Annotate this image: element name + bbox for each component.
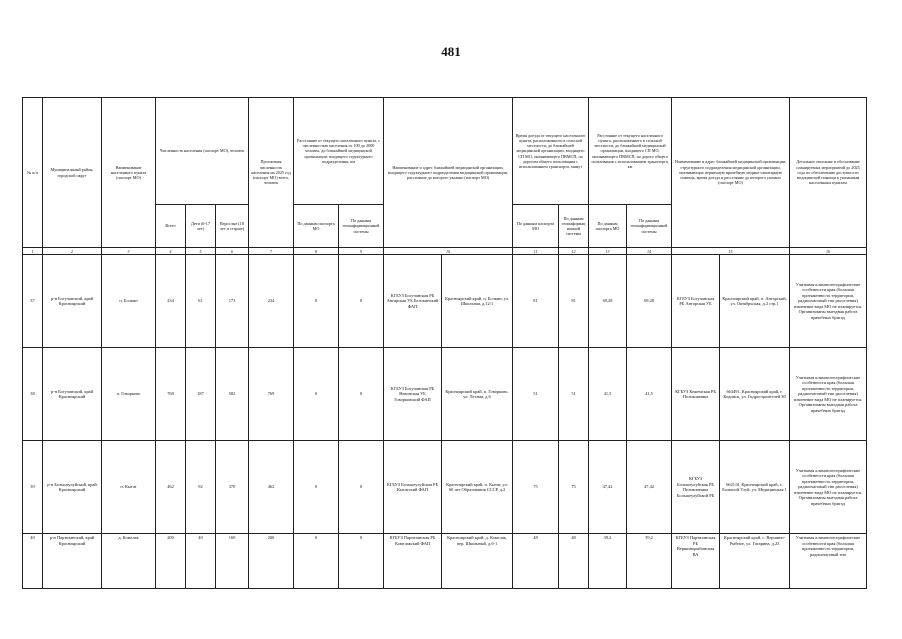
row-mo-name: КГБУЗ Большеулуйская РБ Кытатский ФАП: [384, 441, 442, 534]
row-distance-passport: 0: [294, 255, 339, 348]
page-number: 481: [441, 44, 461, 59]
subheader-distance-gis: По данным геоинформационной системы: [339, 205, 384, 248]
row-adults: 160: [216, 534, 249, 589]
row-pvmsp-address: 662110, Красноярский край, с. Большой Улуй, ул. Медицинская 1: [720, 441, 790, 534]
row-adults: 582: [216, 348, 249, 441]
row-time-gis: 75: [559, 441, 589, 534]
document-table: [22, 97, 867, 589]
header-locality: Наименование населенного пункта (паспорт МО): [102, 98, 156, 248]
table-row: [23, 534, 867, 589]
column-number: 11: [513, 248, 559, 255]
row-pvmsp-address: Красноярский край, п. Ангарский, ул. Октябрьская, д.2 стр.1: [720, 255, 790, 348]
row-description: Учитывая климатогеографические особенности края (большая протяженность территории, радиоочаговый тип расселения) изменение вида МО не планируется. Организованы выездная работа врачебных бригад: [790, 348, 867, 441]
row-district: р-н Богучанский, край Красноярский: [43, 255, 102, 348]
row-children: 61: [186, 255, 216, 348]
row-number: 37: [23, 255, 43, 348]
subheader-road-gis: По данным геоинформационной системы: [627, 205, 672, 248]
row-mo-name: КГБУЗ Партизанская РБ Комелакский ФАП: [384, 534, 442, 589]
row-forecast: 234: [249, 255, 294, 348]
column-number: 10: [384, 248, 513, 255]
column-number: 14: [627, 248, 672, 255]
column-number: 7: [249, 248, 294, 255]
row-locality: п. Болкин: [102, 255, 156, 348]
subheader-time-gis: По данным геоинформационной системы: [559, 205, 589, 248]
row-forecast: 462: [249, 441, 294, 534]
row-distance-gis: 0: [339, 348, 384, 441]
row-road-passport: 69,28: [589, 255, 627, 348]
row-distance-passport: 0: [294, 534, 339, 589]
row-time-gis: 81: [559, 255, 589, 348]
subheader-children: Дети (0-17 лет): [186, 205, 216, 248]
row-time-passport: 51: [513, 348, 559, 441]
row-description: Учитывая климатогеографические особенности края (большая протяженность территории, радиоочаговый тип расселения) изменение вида МО не планируется. Организованы выездная работа врачебных бригад: [790, 255, 867, 348]
subheader-road-passport: По данным паспорта МО: [589, 205, 627, 248]
row-road-gis: 39,2: [627, 534, 672, 589]
row-total: 462: [156, 441, 186, 534]
row-total: 200: [156, 534, 186, 589]
subheader-adults: Взрослые (18 лет и старше): [216, 205, 249, 248]
column-number: 9: [339, 248, 384, 255]
subheader-total: Всего: [156, 205, 186, 248]
row-pvmsp-name: КГБУЗ Большеулуйская РБ Поликлиника Большеулуйской РБ: [672, 441, 720, 534]
row-children: 40: [186, 534, 216, 589]
table-row: [23, 348, 867, 441]
row-pvmsp-name: КГБУЗ Кежемская РБ Поликлиника: [672, 348, 720, 441]
column-number: 4: [156, 248, 186, 255]
row-road-passport: 39,2: [589, 534, 627, 589]
header-population: Численность населения (паспорт МО), человек: [156, 98, 249, 205]
row-district: р-н Богучанский, край Красноярский: [43, 348, 102, 441]
row-mo-address: Красноярский край, п. Говорково, ул. Лесная, д.6: [442, 348, 513, 441]
row-description: Учитывая климатогеографические особенности края (большая протяженность территории, радиоочаговый тип: [790, 534, 867, 589]
row-time-passport: 48: [513, 534, 559, 589]
row-road-passport: 41,5: [589, 348, 627, 441]
column-number: 2: [43, 248, 102, 255]
row-distance-passport: 0: [294, 441, 339, 534]
row-time-gis: 48: [559, 534, 589, 589]
header-nearest-mo: Наименование и адрес ближайшей медицинской организации, входящего структурного подразделения медицинской организации, расстояние до которого указано (паспорт МО): [384, 98, 513, 248]
column-number: 6: [216, 248, 249, 255]
subheader-distance-passport: По данным паспорта МО: [294, 205, 339, 248]
column-number: 3: [102, 248, 156, 255]
header-district: Муниципальный район, городской округ: [43, 98, 102, 248]
header-row: [23, 98, 867, 205]
row-forecast: 200: [249, 534, 294, 589]
row-adults: 370: [216, 441, 249, 534]
row-pvmsp-name: КГБУЗ Богучанская РБ Ангарская УБ: [672, 255, 720, 348]
row-district: р-н Партизанский, край Красноярский: [43, 534, 102, 589]
column-number: 8: [294, 248, 339, 255]
row-mo-address: Красноярский край, п. Кытат, ул. 60 лет Образования СССР, д.2: [442, 441, 513, 534]
header-forecast: Прогнозная численность населения на 2025 год (паспорт МО) всего, человек: [249, 98, 294, 248]
row-number: 40: [23, 534, 43, 589]
row-time-passport: 75: [513, 441, 559, 534]
table-row: [23, 255, 867, 348]
row-time-passport: 81: [513, 255, 559, 348]
header-distance: Расстояние от текущего населенного пункта, с численностью населения от 100 до 2000 человек, до ближайшей медицинской организации, входящего структурного подразделения, км: [294, 98, 384, 205]
header-number: № п/п: [23, 98, 43, 248]
header-road-distance: Расстояние от текущего населенного пункта, расположенного в сельской местности, до ближайшей медицинской организации, входящего СП МО, оказывающего ПВМСП, по дороге общего пользования с использованием транспорта, км: [589, 98, 672, 205]
row-pvmsp-name: КГБУЗ Партизанская РБ Вершинорыбинская ВА: [672, 534, 720, 589]
row-pvmsp-address: Красноярский край, с. Вершино-Рыбное, ул. Гагарина, д.23: [720, 534, 790, 589]
row-road-gis: 69,28: [627, 255, 672, 348]
row-distance-gis: 0: [339, 441, 384, 534]
row-mo-name: КГБУЗ Богучанская РБ Невонская УБ Говорковский ФАП: [384, 348, 442, 441]
column-number: 16: [790, 248, 867, 255]
row-total: 769: [156, 348, 186, 441]
column-number: 15: [672, 248, 790, 255]
row-time-gis: 51: [559, 348, 589, 441]
row-locality: д. Комелак: [102, 534, 156, 589]
row-mo-name: КГБУЗ Богучанская РБ Ангарская УБ Белокинский ФАП: [384, 255, 442, 348]
row-children: 92: [186, 441, 216, 534]
row-adults: 173: [216, 255, 249, 348]
row-description: Учитывая климатогеографические особенности края (большая протяженность территории, радиоочаговый тип расселения) изменение вида МО не планируется. Организованы выездная работа врачебных бригад: [790, 441, 867, 534]
row-forecast: 769: [249, 348, 294, 441]
row-total: 234: [156, 255, 186, 348]
row-road-gis: 47,42: [627, 441, 672, 534]
header-description: Детальное описание и обоснование планируемых мероприятий до 2025 года по обеспечению доступности медицинской помощи к указанным населенным пунктам: [790, 98, 867, 248]
header-travel-time: Время доезда от текущего населенного пункта, расположенного в сельской местности, до ближайшей медицинской организации, входящего СП МО, оказывающего ПВМСП, по дорогам общего пользования с использованием транспорта, минут: [513, 98, 589, 205]
row-distance-gis: 0: [339, 255, 384, 348]
subheader-time-passport: По данным паспорта МО: [513, 205, 559, 248]
column-number-row: [23, 248, 867, 255]
row-distance-passport: 0: [294, 348, 339, 441]
table-row: [23, 441, 867, 534]
header-pvmsp: Наименование и адрес ближайшей медицинской организации, структурного подразделения медицинской организации, оказывающих первичную врачебную медико-санитарную помощь, время доезда и расстояние до которого указано (паспорт МО): [672, 98, 790, 248]
row-number: 38: [23, 348, 43, 441]
row-road-gis: 41,5: [627, 348, 672, 441]
row-locality: п. Кытат: [102, 441, 156, 534]
row-mo-address: Красноярский край, д. Комелак, пер. Школьный, д.6-1: [442, 534, 513, 589]
row-mo-address: Красноярский край, п. Болкин, ул. Школьная, д.12/1: [442, 255, 513, 348]
column-number: 13: [589, 248, 627, 255]
row-pvmsp-address: 663491, Красноярский край, г. Кодинск, ул. Гидростроителей 30: [720, 348, 790, 441]
column-number: 12: [559, 248, 589, 255]
row-road-passport: 47,42: [589, 441, 627, 534]
column-number: 5: [186, 248, 216, 255]
row-district: р-н Большеулуйский, край Красноярский: [43, 441, 102, 534]
column-number: 1: [23, 248, 43, 255]
row-number: 39: [23, 441, 43, 534]
row-children: 187: [186, 348, 216, 441]
row-locality: п. Говорково: [102, 348, 156, 441]
row-distance-gis: 0: [339, 534, 384, 589]
